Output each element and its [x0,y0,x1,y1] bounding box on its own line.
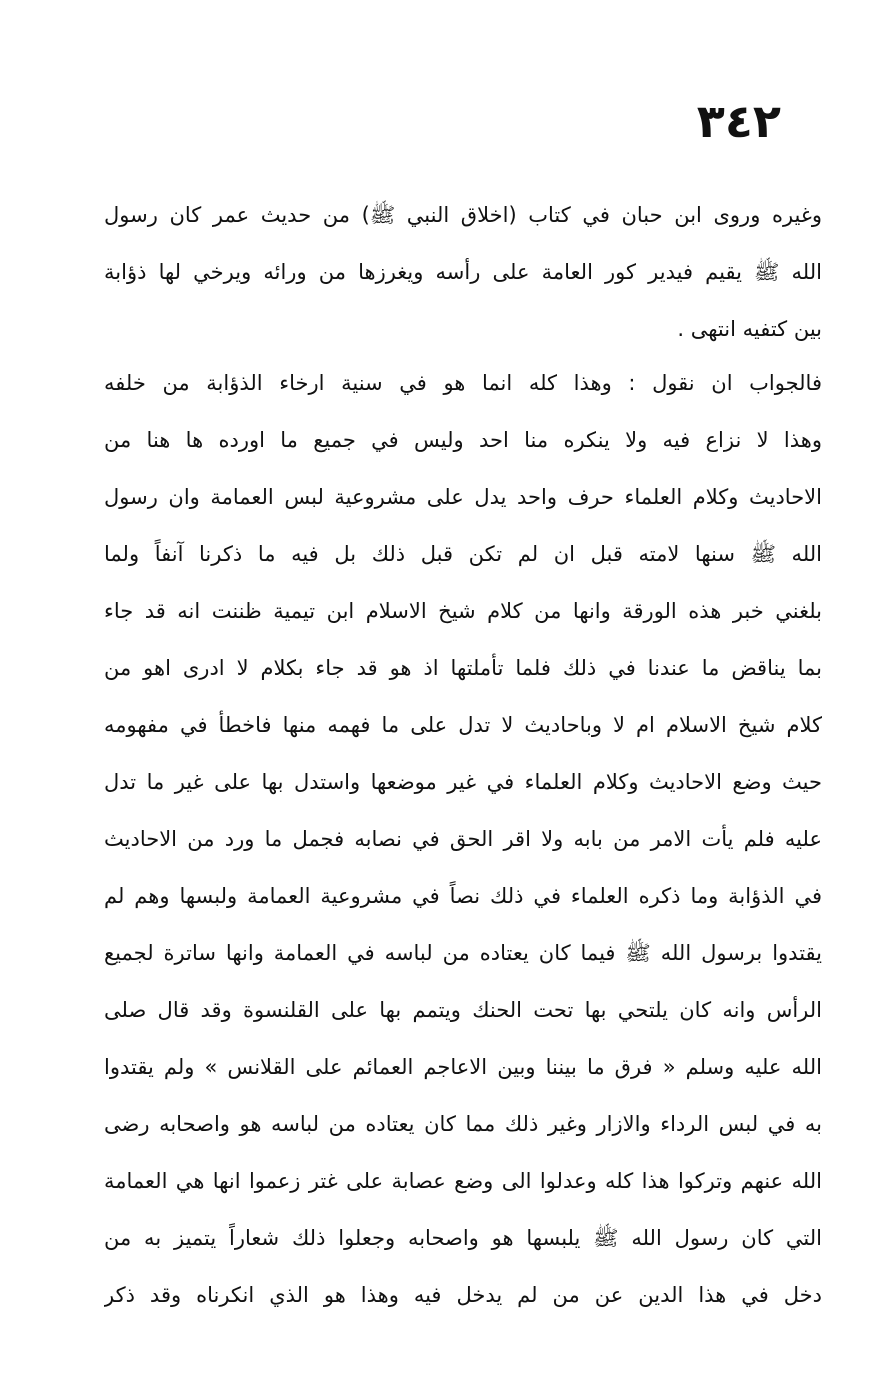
text-line: وغيره وروى ابن حبان في كتاب (اخلاق النبي ﷺ) من حديث عمر كان رسول [104,203,822,227]
text-line: حيث وضع الاحاديث وكلام العلماء في غير موضعها واستدل بها على غير ما تدل [104,770,822,794]
text-line: الله ﷺ سنها لامته قبل ان لم تكن قبل ذلك بل فيه ما ذكرنا آنفاً ولما [104,542,822,566]
text-line: كلام شيخ الاسلام ام لا وباحاديث لا تدل على ما فهمه منها فاخطأ في مفهومه [104,713,822,737]
text-line: في الذؤابة وما ذكره العلماء في ذلك نصاً في مشروعية العمامة ولبسها وهم لم [104,884,822,908]
text-line: الله عنهم وتركوا هذا كله وعدلوا الى وضع عصابة على غتر زعموا انها هي العمامة [104,1169,822,1193]
text-line: بما يناقض ما عندنا في ذلك فلما تأملتها اذ هو قد جاء بكلام لا ادرى اهو من [104,656,822,680]
paragraph-2 [104,355,822,1324]
text-line: به في لبس الرداء والازار وغير ذلك مما كان يعتاده من لباسه هو واصحابه رضى [104,1112,822,1136]
text-line: يقتدوا برسول الله ﷺ فيما كان يعتاده من لباسه في العمامة وانها ساترة لجميع [104,941,822,965]
text-line: الله عليه وسلم « فرق ما بيننا وبين الاعاجم العمائم على القلانس » ولم يقتدوا [104,1055,822,1079]
text-line: الاحاديث وكلام العلماء حرف واحد يدل على مشروعية لبس العمامة وان رسول [104,485,822,509]
text-line: وهذا لا نزاع فيه ولا ينكره منا احد وليس في جميع ما اورده ها هنا من [104,428,822,452]
text-line: بلغني خبر هذه الورقة وانها من كلام شيخ الاسلام ابن تيمية ظننت انه قد جاء [104,599,822,623]
page-number: ٣٤٢ [696,94,781,148]
text-line: التي كان رسول الله ﷺ يلبسها هو واصحابه وجعلوا ذلك شعاراً يتميز به من [104,1226,822,1250]
text-line: دخل في هذا الدين عن من لم يدخل فيه وهذا هو الذي انكرناه وقد ذكر [104,1283,822,1307]
text-line: الله ﷺ يقيم فيدير كور العامة على رأسه ويغرزها من ورائه ويرخي لها ذؤابة [104,260,822,284]
text-line: فالجواب ان نقول : وهذا كله انما هو في سنية ارخاء الذؤابة من خلفه [104,371,822,395]
paragraph-1 [104,187,822,358]
text-line: عليه فلم يأت الامر من بابه ولا اقر الحق في نصابه فجمل ما ورد من الاحاديث [104,827,822,851]
text-line: بين كتفيه انتهى . [677,317,822,341]
text-line: الرأس وانه كان يلتحي بها تحت الحنك ويتمم بها على القلنسوة وقد قال صلى [104,998,822,1022]
